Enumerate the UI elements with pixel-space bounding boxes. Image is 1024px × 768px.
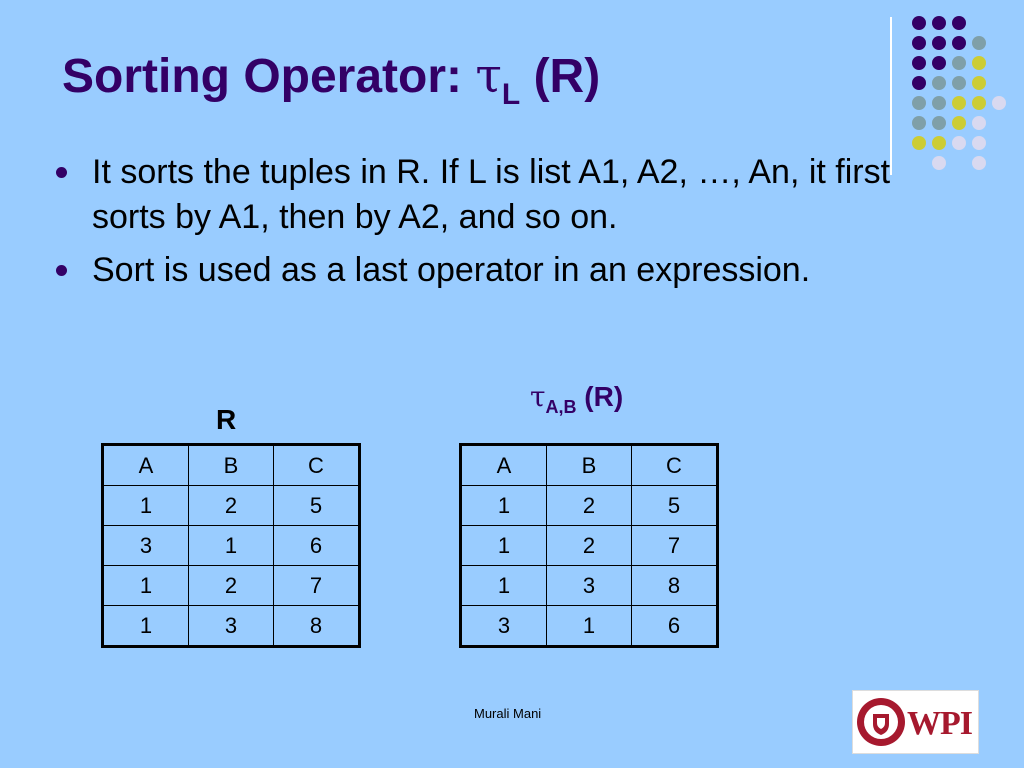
- table-cell: 7: [632, 526, 718, 566]
- decorative-dot: [972, 56, 986, 70]
- sorted-relation-label: [530, 380, 623, 418]
- bullet-icon: [56, 265, 67, 276]
- table-header-row: [103, 445, 360, 486]
- table-cell: 2: [547, 486, 632, 526]
- table-cell: 3: [461, 606, 547, 647]
- decorative-dot: [932, 136, 946, 150]
- table-cell: 1: [103, 606, 189, 647]
- table-cell: 6: [632, 606, 718, 647]
- table-cell: 5: [274, 486, 360, 526]
- bullet-text: It sorts the tuples in R. If L is list A1, A2, …, An, it first sorts by A1, then by A2, and so on.: [92, 153, 891, 236]
- title-suffix: (R): [520, 50, 601, 103]
- table-cell: 5: [632, 486, 718, 526]
- table-cell: 3: [103, 526, 189, 566]
- sorted-suffix: (R): [576, 381, 624, 412]
- bullet-item: [56, 150, 956, 240]
- title-text: Sorting Operator:: [62, 50, 476, 103]
- decorative-dot: [912, 56, 926, 70]
- table-cell: 1: [103, 566, 189, 606]
- table-cell: 2: [189, 486, 274, 526]
- table-row: [461, 526, 718, 566]
- table-row: [461, 606, 718, 647]
- column-header: B: [547, 445, 632, 486]
- column-header: A: [461, 445, 547, 486]
- decorative-dot: [972, 96, 986, 110]
- decorative-dot: [932, 116, 946, 130]
- table-cell: 1: [189, 526, 274, 566]
- table-row: [103, 486, 360, 526]
- table-row: [103, 566, 360, 606]
- bullet-icon: [56, 167, 67, 178]
- decorative-dot: [972, 156, 986, 170]
- sorted-subscript: A,B: [545, 397, 577, 417]
- table-cell: 3: [189, 606, 274, 647]
- decorative-dot: [932, 36, 946, 50]
- decorative-dot: [932, 56, 946, 70]
- decorative-dot: [912, 116, 926, 130]
- decorative-dot: [912, 36, 926, 50]
- sorted-relation-table: [459, 443, 719, 648]
- table-row: [461, 566, 718, 606]
- table-cell: 6: [274, 526, 360, 566]
- decorative-dot: [952, 56, 966, 70]
- table-row: [103, 526, 360, 566]
- table-cell: 3: [547, 566, 632, 606]
- table-cell: 1: [461, 566, 547, 606]
- decorative-dot: [992, 96, 1006, 110]
- decorative-dot: [952, 36, 966, 50]
- decorative-dot: [912, 96, 926, 110]
- bullet-list: [56, 150, 956, 301]
- decorative-dot: [932, 96, 946, 110]
- slide-title: [62, 48, 601, 111]
- decorative-dot: [912, 76, 926, 90]
- table-cell: 1: [461, 486, 547, 526]
- wpi-logo: [852, 690, 979, 754]
- wpi-seal-icon: [855, 692, 907, 752]
- decorative-dot: [972, 76, 986, 90]
- column-header: A: [103, 445, 189, 486]
- decorative-dot: [972, 36, 986, 50]
- table-cell: 2: [189, 566, 274, 606]
- decorative-dot: [952, 96, 966, 110]
- wpi-wordmark: WPI: [907, 705, 972, 742]
- decorative-dot: [972, 116, 986, 130]
- table-cell: 1: [461, 526, 547, 566]
- table-cell: 1: [103, 486, 189, 526]
- title-subscript: L: [501, 78, 521, 111]
- decorative-dot: [912, 16, 926, 30]
- table-row: [461, 486, 718, 526]
- decorative-dot: [952, 76, 966, 90]
- decorative-dot: [932, 76, 946, 90]
- table-row: [103, 606, 360, 647]
- bullet-item: [56, 248, 956, 293]
- decorative-dot: [972, 136, 986, 150]
- bullet-text: Sort is used as a last operator in an expression.: [92, 251, 811, 289]
- decorative-dot: [952, 116, 966, 130]
- sorted-tau-symbol: τ: [530, 380, 546, 413]
- decorative-dot: [932, 16, 946, 30]
- relation-table: [101, 443, 361, 648]
- title-tau-symbol: τ: [475, 48, 502, 104]
- decorative-dot: [912, 136, 926, 150]
- table-header-row: [461, 445, 718, 486]
- table-cell: 1: [547, 606, 632, 647]
- relation-label: R: [216, 404, 237, 435]
- table-cell: 2: [547, 526, 632, 566]
- footer-author: Murali Mani: [474, 706, 542, 721]
- column-header: B: [189, 445, 274, 486]
- table-cell: 7: [274, 566, 360, 606]
- table-cell: 8: [632, 566, 718, 606]
- table-cell: 8: [274, 606, 360, 647]
- decorative-dot: [952, 136, 966, 150]
- decorative-dot: [952, 16, 966, 30]
- column-header: C: [274, 445, 360, 486]
- column-header: C: [632, 445, 718, 486]
